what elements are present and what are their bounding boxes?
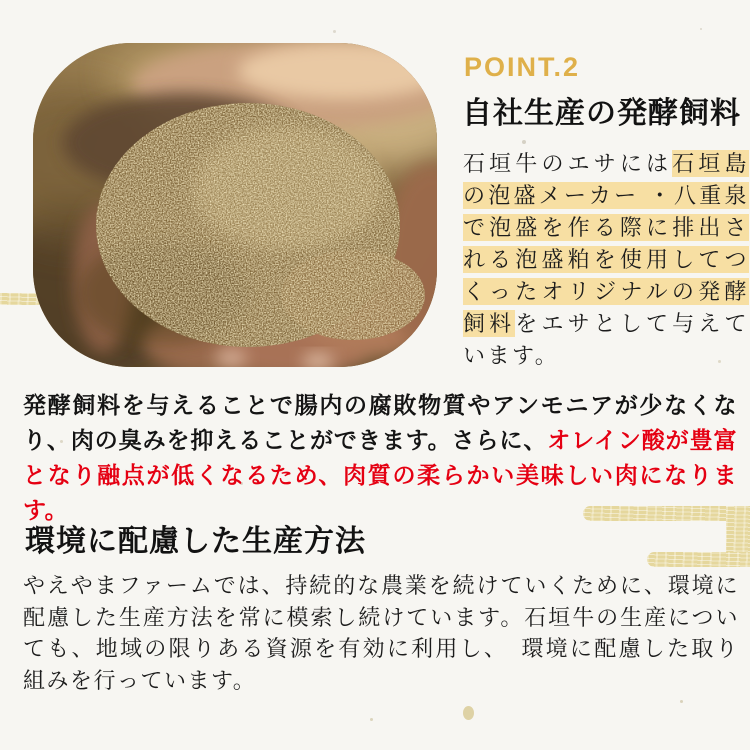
point-heading: 自社生産の発酵飼料 [462, 97, 741, 130]
gold-cloud-decoration-right [583, 506, 750, 567]
fermented-feed-photo [33, 43, 437, 367]
paper-speckle [522, 140, 526, 144]
point-body-plain: 石垣牛のエサには [463, 151, 673, 176]
paper-speckle [680, 700, 683, 703]
point-body-highlighted: 石垣島の泡盛メーカー ・八重泉で泡盛を作る際に排出される泡盛粕を使用してつくったオリジナルの発酵飼料 [463, 151, 749, 336]
paper-speckle [463, 706, 474, 720]
paper-speckle [333, 30, 336, 33]
benefit-text-normal: 発酵飼料を与えることで腸内の腐敗物質やアンモニアが少なくなり、肉の臭みを抑えることができます。さらに、 [23, 392, 737, 453]
benefit-text-emphasis: オレイン酸が豊富となり融点が低くなるため、肉質の柔らかい美味しい肉になります。 [23, 427, 737, 523]
paper-speckle [700, 28, 702, 30]
environment-body-text: やえやまファームでは、持続的な農業を続けていくために、環境に配慮した生産方法を常に模索し続けています。石垣牛の生産についても、地域の限りある資源を有効に利用し、 環境に配慮した取り組みを行っています。 [23, 573, 739, 693]
point-body-text [463, 148, 749, 372]
paper-speckle [370, 718, 373, 721]
cloud-bar-top [583, 506, 750, 521]
point-body-plain: をエサとして与えています。 [463, 311, 749, 368]
point-number-label: POINT.2 [464, 52, 581, 82]
cloud-notch [571, 521, 726, 552]
cloud-bar-bottom [647, 552, 750, 567]
environment-heading: 環境に配慮した生産方法 [25, 525, 366, 558]
